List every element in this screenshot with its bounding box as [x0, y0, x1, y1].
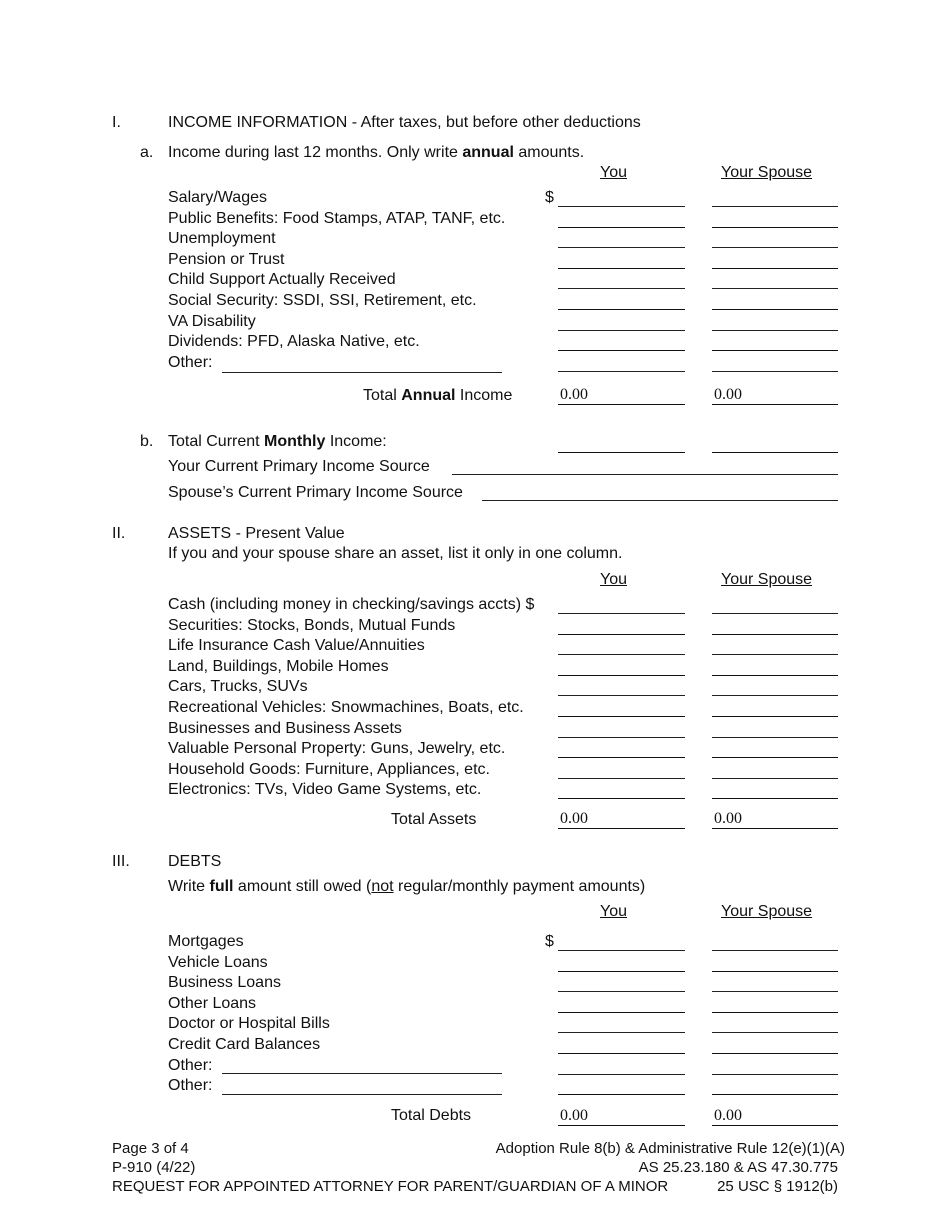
asset-row-you-field[interactable]	[558, 737, 685, 758]
income-row-label: Dividends: PFD, Alaska Native, etc.	[168, 333, 420, 351]
debt-row-spouse-field[interactable]	[712, 992, 838, 1013]
section-2-number: II.	[112, 525, 126, 542]
asset-row-spouse-field[interactable]	[712, 778, 838, 799]
asset-row-you-field[interactable]	[558, 758, 685, 779]
debt-row-you-field[interactable]	[558, 992, 685, 1013]
footer-rule-3: 25 USC § 1912(b)	[717, 1178, 838, 1195]
asset-row-label: Securities: Stocks, Bonds, Mutual Funds	[168, 616, 456, 634]
asset-row-you-field[interactable]	[558, 778, 685, 799]
total-monthly-income-you[interactable]	[558, 432, 685, 453]
debt-row-spouse-field[interactable]	[712, 1074, 838, 1095]
footer-page-number: Page 3 of 4	[112, 1140, 189, 1157]
income-row-spouse-field[interactable]	[712, 289, 838, 310]
income-row-spouse-field[interactable]	[712, 227, 838, 248]
debts-dollar-sign: $	[545, 933, 554, 950]
debt-row-you-field[interactable]	[558, 1074, 685, 1095]
asset-row-label: Household Goods: Furniture, Appliances, etc.	[168, 760, 490, 778]
asset-row-spouse-field[interactable]	[712, 614, 838, 635]
debt-row-label: Other Loans	[168, 994, 257, 1012]
asset-row-you-field[interactable]	[558, 655, 685, 676]
assets-column-header-spouse: Your Spouse	[721, 571, 813, 588]
total-debts-you: 0.00	[558, 1106, 685, 1126]
total-annual-income-you: 0.00	[558, 385, 685, 405]
section-1a-heading: Income during last 12 months. Only write annual amounts.	[168, 144, 585, 161]
section-1-title: INCOME INFORMATION - After taxes, but before other deductions	[168, 114, 641, 131]
section-3-subtitle: Write full amount still owed (not regular/monthly payment amounts)	[168, 878, 646, 895]
total-assets-you: 0.00	[558, 809, 685, 829]
debt-row-you-field[interactable]	[558, 1054, 685, 1075]
income-row-spouse-field[interactable]	[712, 310, 838, 331]
asset-row-spouse-field[interactable]	[712, 593, 838, 614]
debts-column-header-spouse: Your Spouse	[721, 903, 813, 920]
total-assets-label: Total Assets	[391, 811, 477, 828]
debt-row-spouse-field[interactable]	[712, 930, 838, 951]
asset-row-label: Businesses and Business Assets	[168, 719, 402, 737]
asset-row-label: Electronics: TVs, Video Game Systems, etc.	[168, 781, 482, 799]
asset-row-spouse-field[interactable]	[712, 634, 838, 655]
total-monthly-income-label: Total Current Monthly Income:	[168, 433, 387, 450]
asset-row-label: Valuable Personal Property: Guns, Jewelry, etc.	[168, 740, 506, 758]
footer-form-title: REQUEST FOR APPOINTED ATTORNEY FOR PARENT/GUARDIAN OF A MINOR	[112, 1178, 669, 1195]
asset-row-label: Land, Buildings, Mobile Homes	[168, 657, 389, 675]
income-row-label: Public Benefits: Food Stamps, ATAP, TANF, etc.	[168, 209, 506, 227]
income-row-label: Other:	[168, 353, 213, 371]
debt-row-spouse-field[interactable]	[712, 1033, 838, 1054]
debt-row-you-field[interactable]	[558, 1012, 685, 1033]
debt-row-label: Vehicle Loans	[168, 953, 268, 971]
column-header-you: You	[600, 164, 627, 181]
income-other-description-field[interactable]	[222, 372, 502, 373]
debts-column-header-you: You	[600, 903, 627, 920]
total-annual-income-spouse: 0.00	[712, 385, 838, 405]
debt-row-you-field[interactable]	[558, 971, 685, 992]
asset-row-you-field[interactable]	[558, 593, 685, 614]
asset-row-you-field[interactable]	[558, 675, 685, 696]
income-row-spouse-field[interactable]	[712, 351, 838, 372]
income-row-you-field[interactable]	[558, 351, 685, 372]
income-row-spouse-field[interactable]	[712, 207, 838, 228]
asset-row-label: Cash (including money in checking/savings accts) $	[168, 596, 535, 613]
debt-row-spouse-field[interactable]	[712, 1054, 838, 1075]
income-row-you-field[interactable]	[558, 207, 685, 228]
asset-row-spouse-field[interactable]	[712, 717, 838, 738]
income-row-label: Pension or Trust	[168, 250, 285, 268]
primary-income-source-spouse-field[interactable]	[482, 500, 838, 501]
section-2-title: ASSETS - Present Value	[168, 525, 345, 542]
debt-other-1-description-field[interactable]	[222, 1073, 502, 1074]
income-row-spouse-field[interactable]	[712, 330, 838, 351]
section-2-subtitle: If you and your spouse share an asset, list it only in one column.	[168, 545, 623, 562]
debt-row-spouse-field[interactable]	[712, 971, 838, 992]
income-row-spouse-field[interactable]	[712, 186, 838, 207]
asset-row-label: Recreational Vehicles: Snowmachines, Boats, etc.	[168, 699, 524, 716]
footer-rule-2: AS 25.23.180 & AS 47.30.775	[638, 1159, 838, 1176]
asset-row-you-field[interactable]	[558, 614, 685, 635]
footer-form-number: P-910 (4/22)	[112, 1159, 196, 1176]
debt-row-you-field[interactable]	[558, 930, 685, 951]
primary-income-source-you-field[interactable]	[452, 474, 838, 475]
asset-row-spouse-field[interactable]	[712, 655, 838, 676]
income-row-spouse-field[interactable]	[712, 248, 838, 269]
asset-row-label: Cars, Trucks, SUVs	[168, 678, 308, 696]
dollar-sign: $	[545, 189, 554, 206]
income-row-you-field[interactable]	[558, 227, 685, 248]
asset-row-label: Life Insurance Cash Value/Annuities	[168, 637, 425, 655]
column-header-spouse: Your Spouse	[721, 164, 813, 181]
debt-row-spouse-field[interactable]	[712, 1012, 838, 1033]
debt-row-label: Other:	[168, 1077, 213, 1095]
primary-income-source-spouse-label: Spouse’s Current Primary Income Source	[168, 484, 463, 501]
income-row-you-field[interactable]	[558, 310, 685, 331]
total-annual-income-label: Total Annual Income	[363, 387, 513, 404]
assets-column-header-you: You	[600, 571, 627, 588]
debt-other-2-description-field[interactable]	[222, 1094, 502, 1095]
income-row-you-field[interactable]	[558, 248, 685, 269]
section-1b-letter: b.	[140, 433, 154, 450]
income-row-label: Salary/Wages	[168, 189, 267, 206]
income-row-label: Social Security: SSDI, SSI, Retirement, etc.	[168, 292, 477, 309]
section-3-number: III.	[112, 853, 130, 870]
debt-row-label: Doctor or Hospital Bills	[168, 1015, 330, 1033]
income-row-you-field[interactable]	[558, 186, 685, 207]
total-debts-label: Total Debts	[391, 1107, 472, 1124]
income-row-label: VA Disability	[168, 312, 256, 330]
footer-rule-1: Adoption Rule 8(b) & Administrative Rule 12(e)(1)(A)	[495, 1140, 845, 1157]
asset-row-you-field[interactable]	[558, 696, 685, 717]
income-row-label: Child Support Actually Received	[168, 271, 396, 289]
income-row-label: Unemployment	[168, 230, 276, 248]
total-assets-spouse: 0.00	[712, 809, 838, 829]
debt-row-label: Mortgages	[168, 933, 244, 950]
primary-income-source-you-label: Your Current Primary Income Source	[168, 458, 430, 475]
asset-row-spouse-field[interactable]	[712, 737, 838, 758]
debt-row-you-field[interactable]	[558, 1033, 685, 1054]
total-monthly-income-spouse[interactable]	[712, 432, 838, 453]
debt-row-label: Credit Card Balances	[168, 1036, 321, 1053]
asset-row-spouse-field[interactable]	[712, 758, 838, 779]
debt-row-you-field[interactable]	[558, 951, 685, 972]
asset-row-you-field[interactable]	[558, 717, 685, 738]
section-1-number: I.	[112, 114, 121, 131]
income-row-you-field[interactable]	[558, 268, 685, 289]
asset-row-spouse-field[interactable]	[712, 675, 838, 696]
income-row-you-field[interactable]	[558, 289, 685, 310]
debt-row-spouse-field[interactable]	[712, 951, 838, 972]
section-1a-letter: a.	[140, 144, 154, 161]
section-3-title: DEBTS	[168, 853, 222, 870]
debt-row-label: Other:	[168, 1056, 213, 1074]
asset-row-spouse-field[interactable]	[712, 696, 838, 717]
income-row-spouse-field[interactable]	[712, 268, 838, 289]
total-debts-spouse: 0.00	[712, 1106, 838, 1126]
debt-row-label: Business Loans	[168, 974, 281, 992]
income-row-you-field[interactable]	[558, 330, 685, 351]
asset-row-you-field[interactable]	[558, 634, 685, 655]
